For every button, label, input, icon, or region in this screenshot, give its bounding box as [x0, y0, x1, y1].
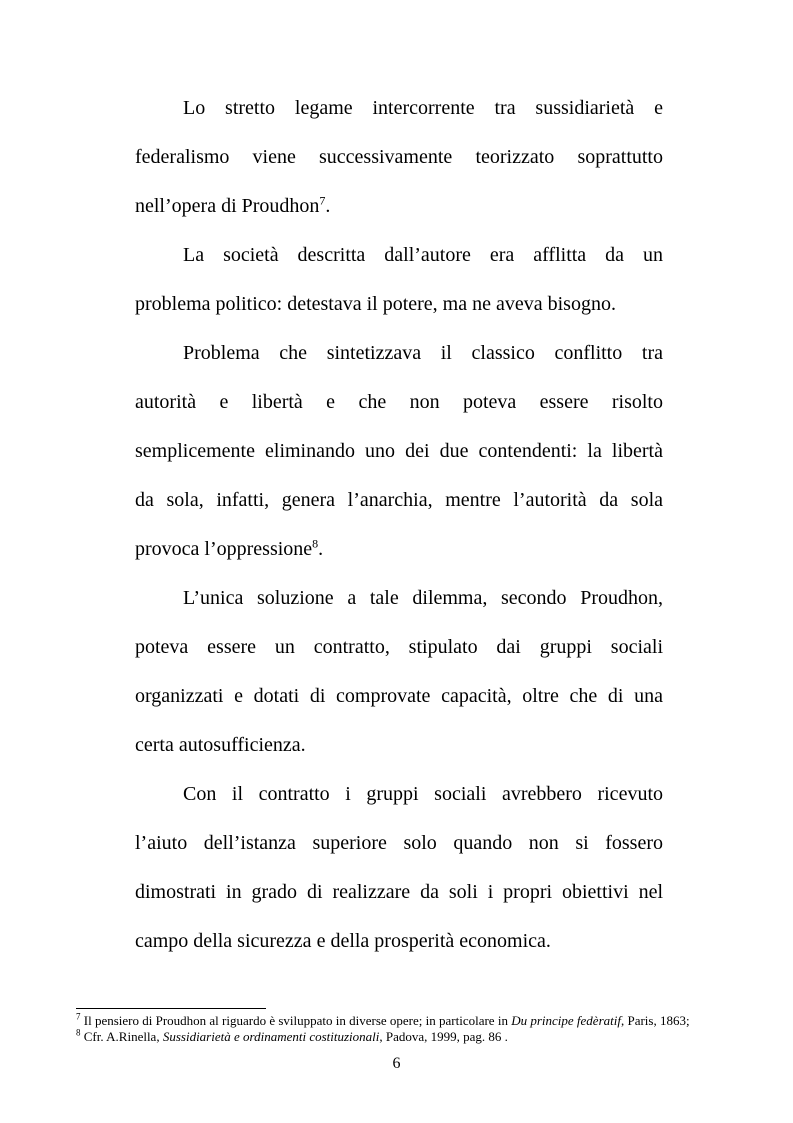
footnote-title: Sussidiarietà e ordinamenti costituzionali	[162, 1029, 380, 1044]
footnote-title: Du principe fedèratif	[511, 1013, 621, 1028]
text-line: L’unica soluzione a tale dilemma, secondo Proudhon,	[183, 587, 663, 609]
footnote-divider	[76, 1008, 266, 1009]
page-number: 6	[392, 1055, 401, 1072]
footnote-text: , Paris, 1863;	[620, 1013, 690, 1028]
text-line: Con il contratto i gruppi sociali avrebbero ricevuto	[183, 783, 663, 805]
text-line: semplicemente eliminando uno dei due contendenti: la libertà	[135, 440, 663, 462]
text-line: l’aiuto dell’istanza superiore solo quando non si fossero	[135, 832, 663, 854]
footnote-7	[76, 1013, 690, 1029]
text-line: Lo stretto legame intercorrente tra sussidiarietà e	[183, 97, 663, 119]
text-line: da sola, infatti, genera l’anarchia, mentre l’autorità da sola	[135, 489, 663, 511]
text-span: provoca l’oppressione	[135, 538, 313, 560]
text-line: campo della sicurezza e della prosperità economica.	[135, 930, 551, 952]
footnote-ref-8[interactable]: 8	[312, 536, 319, 551]
text-span: nell’opera di Proudhon	[135, 195, 320, 217]
text-line: problema politico: detestava il potere, ma ne aveva bisogno.	[135, 293, 616, 315]
text-line	[135, 192, 663, 220]
footnote-text: Cfr. A.Rinella,	[83, 1029, 163, 1044]
text-line: poteva essere un contratto, stipulato dai gruppi sociali	[135, 636, 663, 658]
text-line: La società descritta dall’autore era afflitta da un	[183, 244, 663, 266]
text-line: organizzati e dotati di comprovate capacità, oltre che di una	[135, 685, 663, 707]
footnote-ref-7[interactable]: 7	[319, 193, 326, 208]
text-span: .	[325, 195, 331, 217]
text-line	[135, 535, 663, 563]
footnote-text: , Padova, 1999, pag. 86 .	[379, 1029, 508, 1044]
footnote-text: Il pensiero di Proudhon al riguardo è sviluppato in diverse opere; in particolare in	[83, 1013, 512, 1028]
footnote-number: 7	[76, 1011, 81, 1022]
footnote-number: 8	[76, 1027, 81, 1038]
text-line: federalismo viene successivamente teorizzato soprattutto	[135, 146, 663, 168]
text-span: .	[318, 538, 324, 560]
footnote-8	[76, 1029, 508, 1045]
text-line: autorità e libertà e che non poteva essere risolto	[135, 391, 663, 413]
text-line: Problema che sintetizzava il classico conflitto tra	[183, 342, 663, 364]
text-line: dimostrati in grado di realizzare da soli i propri obiettivi nel	[135, 881, 663, 903]
text-line: certa autosufficienza.	[135, 734, 306, 756]
